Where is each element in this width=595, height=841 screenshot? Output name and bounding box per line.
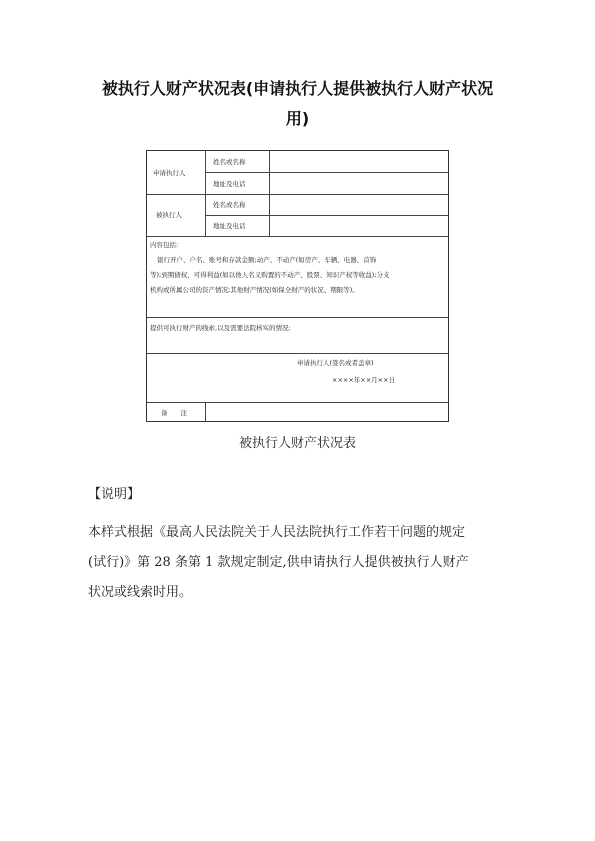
content-line: 等);到期债权、可得利益(如以他人名义购置的不动产、股票、知识产权等收益);分支 <box>150 271 390 279</box>
remarks-label: 备 注 <box>161 409 187 417</box>
respondent-name-label: 姓名或名称 <box>213 201 246 209</box>
content-heading: 内容包括: <box>150 241 179 249</box>
document-title <box>60 74 535 134</box>
divider <box>147 236 448 237</box>
form-caption: 被执行人财产状况表 <box>238 436 356 451</box>
remarks-field[interactable] <box>206 403 448 421</box>
applicant-label: 申请执行人 <box>153 169 186 177</box>
divider <box>147 317 448 318</box>
respondent-address-field[interactable] <box>270 216 448 235</box>
date-label: ××××年××月××日 <box>332 376 396 384</box>
property-status-form <box>146 150 449 422</box>
explanation-paragraph <box>88 518 518 608</box>
respondent-name-field[interactable] <box>270 195 448 214</box>
clues-label: 提供可执行财产的线索,以及需要法院核实的情况: <box>150 324 291 332</box>
paragraph-line: (试行)》第 28 条第 1 款规定制定,供申请执行人提供被执行人财产 <box>88 555 469 570</box>
applicant-address-label: 地址及电话 <box>213 180 246 188</box>
section-heading: 【说明】 <box>88 487 141 502</box>
title-line-2: 用) <box>285 109 310 128</box>
respondent-label: 被执行人 <box>156 211 182 219</box>
title-line-1: 被执行人财产状况表(申请执行人提供被执行人财产状况 <box>101 79 494 98</box>
content-line: 机构或所属公司的资产情况;其他财产情况(如保全财产的状况、期限等)。 <box>150 286 359 294</box>
applicant-name-field[interactable] <box>270 152 448 171</box>
paragraph-line: 状况或线索时用。 <box>88 585 193 600</box>
respondent-address-label: 地址及电话 <box>213 222 246 230</box>
applicant-name-label: 姓名或名称 <box>213 158 246 166</box>
divider <box>147 353 448 354</box>
signature-label: 申请执行人(签名或者盖章) <box>297 359 374 367</box>
divider <box>205 151 206 236</box>
applicant-address-field[interactable] <box>270 173 448 193</box>
paragraph-line: 本样式根据《最高人民法院关于人民法院执行工作若干问题的规定 <box>88 525 466 540</box>
content-line: 银行开户、户名、账号和存款金额;动产、不动产(如房产、车辆、电器、首饰 <box>157 256 377 264</box>
